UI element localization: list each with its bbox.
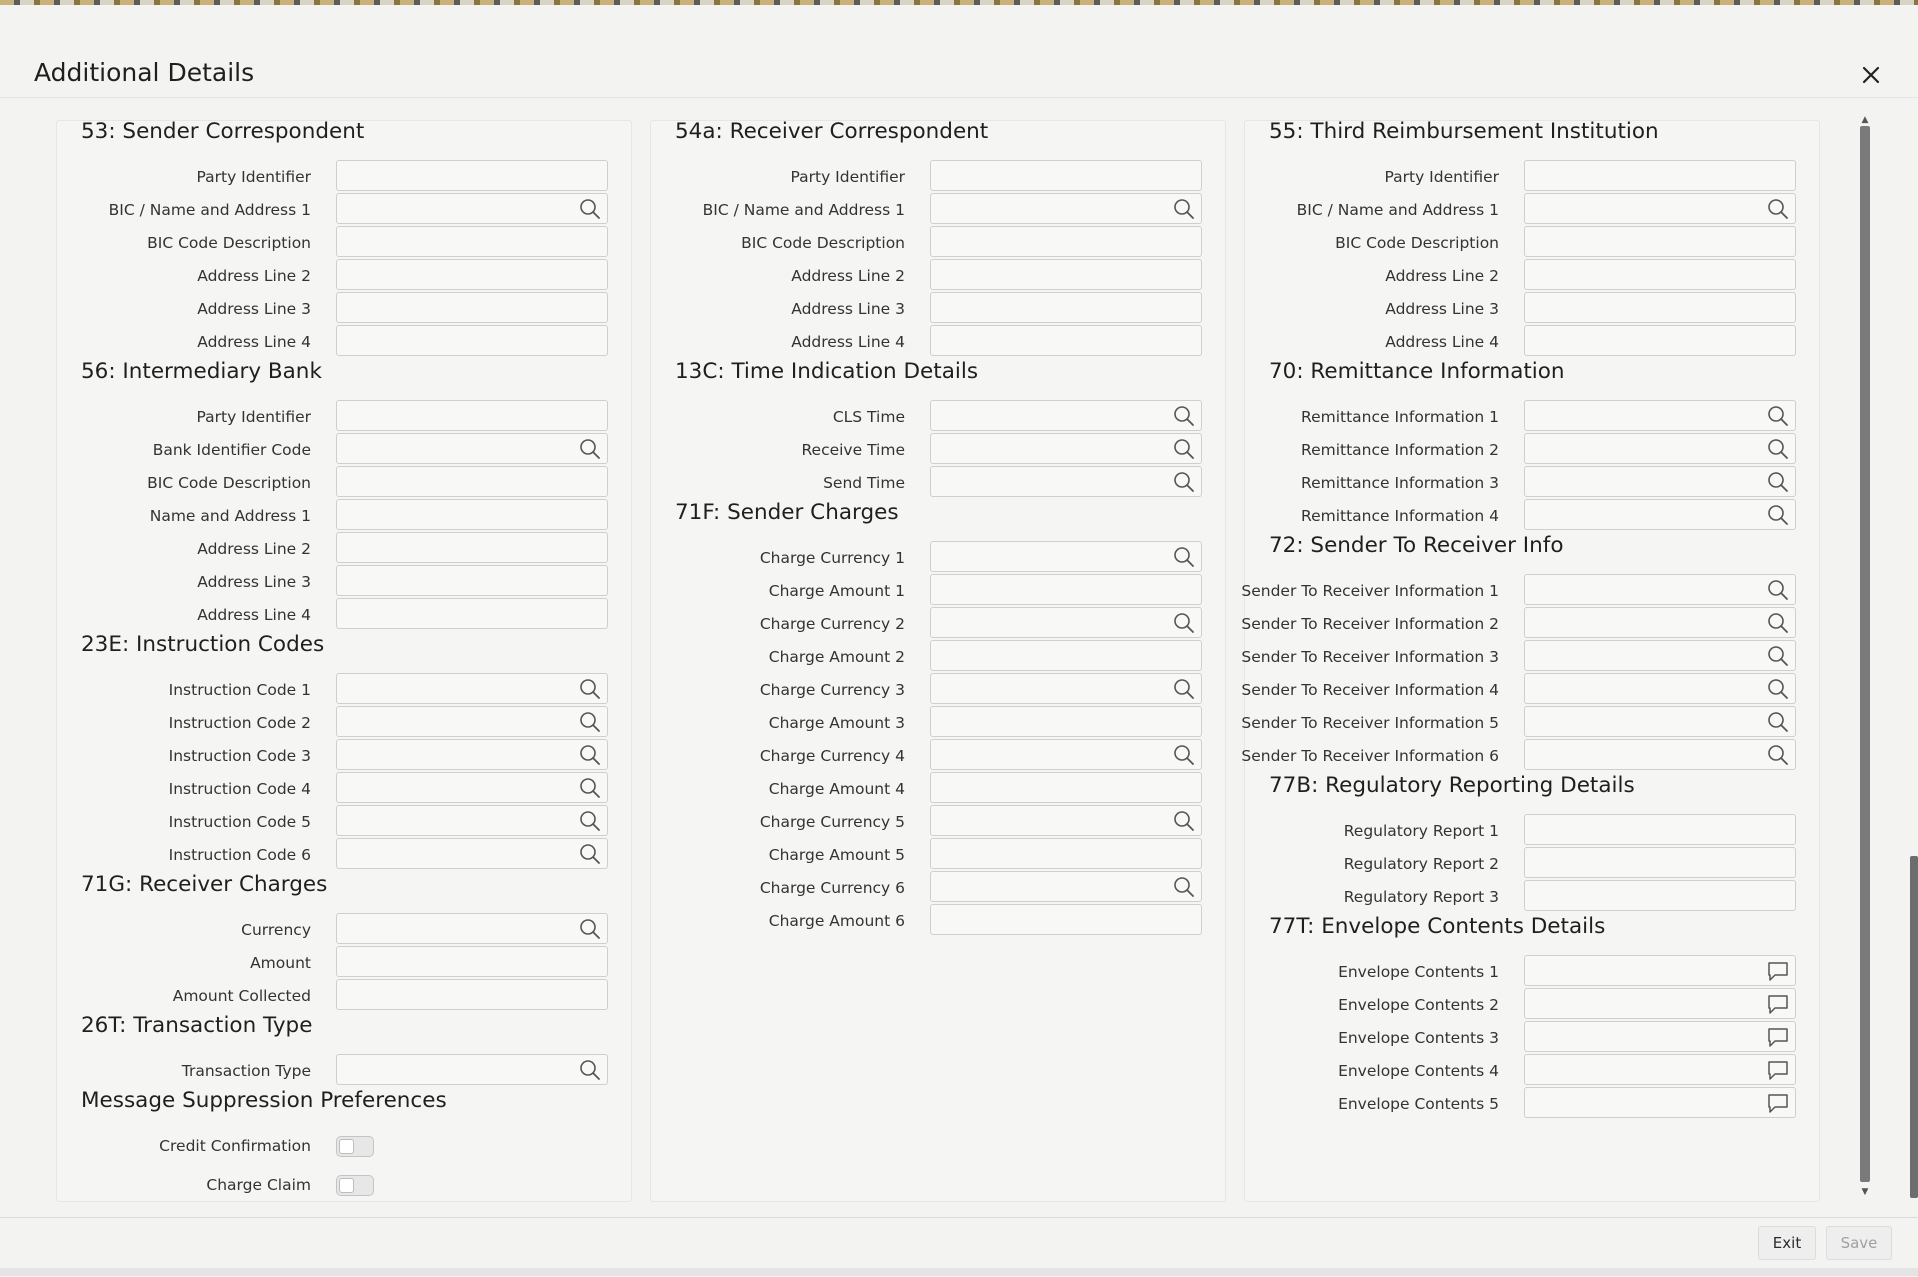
field-row-party-identifier <box>57 160 631 191</box>
field-row-instruction-code-2 <box>57 706 631 737</box>
field-row-bic-name-and-address-1 <box>651 193 1225 224</box>
field-label: Remittance Information 2 <box>1301 441 1499 459</box>
search-icon[interactable] <box>1173 405 1195 427</box>
close-icon[interactable] <box>1856 60 1886 90</box>
dialog-title: Additional Details <box>34 58 255 87</box>
charge-amount-4-input[interactable] <box>930 772 1202 803</box>
field-row-remittance-information-4 <box>1245 499 1819 530</box>
instruction-code-2-input[interactable] <box>336 706 608 737</box>
panel-scrollbar-thumb[interactable] <box>1860 126 1870 1182</box>
remittance-information-1-input[interactable] <box>1524 400 1796 431</box>
party-identifier-input[interactable] <box>336 160 608 191</box>
field-row-charge-currency-5 <box>651 805 1225 836</box>
receive-time-input[interactable] <box>930 433 1202 464</box>
field-label: Transaction Type <box>181 1062 311 1080</box>
field-row-bic-code-description <box>1245 226 1819 257</box>
field-row-address-line-3 <box>57 565 631 596</box>
field-label: Envelope Contents 1 <box>1338 963 1499 981</box>
regulatory-report-3-input[interactable] <box>1524 880 1796 911</box>
field-label: Amount <box>250 954 311 972</box>
toggle-knob <box>339 1178 354 1193</box>
field-label: Charge Currency 2 <box>759 615 905 633</box>
section-title-71g-receiver-charges: 71G: Receiver Charges <box>81 872 328 897</box>
field-label: Remittance Information 3 <box>1301 474 1499 492</box>
party-identifier-input[interactable] <box>930 160 1202 191</box>
address-line-4-input[interactable] <box>1524 325 1796 356</box>
address-line-4-input[interactable] <box>930 325 1202 356</box>
search-icon[interactable] <box>579 711 601 733</box>
field-row-address-line-2 <box>57 532 631 563</box>
field-label: Party Identifier <box>1384 168 1499 186</box>
field-row-charge-amount-2 <box>651 640 1225 671</box>
field-row-address-line-2 <box>1245 259 1819 290</box>
charge-currency-4-input[interactable] <box>930 739 1202 770</box>
cls-time-input[interactable] <box>930 400 1202 431</box>
field-row-receive-time <box>651 433 1225 464</box>
section-title-13c-time-indication-details: 13C: Time Indication Details <box>675 359 979 384</box>
field-label: BIC / Name and Address 1 <box>702 201 905 219</box>
search-icon[interactable] <box>1767 744 1789 766</box>
field-row-charge-currency-4 <box>651 739 1225 770</box>
field-row-sender-to-receiver-information-4 <box>1241 673 1819 704</box>
search-icon[interactable] <box>1767 198 1789 220</box>
field-row-bic-name-and-address-1 <box>1245 193 1819 224</box>
regulatory-report-1-input[interactable] <box>1524 814 1796 845</box>
search-icon[interactable] <box>579 777 601 799</box>
search-icon[interactable] <box>579 678 601 700</box>
field-row-sender-to-receiver-information-6 <box>1241 739 1819 770</box>
field-label: Receive Time <box>801 441 905 459</box>
section-title-26t-transaction-type: 26T: Transaction Type <box>81 1013 313 1038</box>
field-row-charge-currency-3 <box>651 673 1225 704</box>
section-title-23e-instruction-codes: 23E: Instruction Codes <box>81 632 325 657</box>
field-label: Credit Confirmation <box>159 1137 311 1155</box>
name-and-address-1-input[interactable] <box>336 499 608 530</box>
search-icon[interactable] <box>1767 678 1789 700</box>
field-row-remittance-information-3 <box>1245 466 1819 497</box>
search-icon[interactable] <box>1173 198 1195 220</box>
field-label: BIC / Name and Address 1 <box>108 201 311 219</box>
search-icon[interactable] <box>579 810 601 832</box>
field-row-bic-code-description <box>57 466 631 497</box>
comment-icon[interactable] <box>1767 960 1789 982</box>
comment-icon[interactable] <box>1767 1092 1789 1114</box>
charge-claim-toggle[interactable] <box>336 1175 374 1196</box>
party-identifier-input[interactable] <box>1524 160 1796 191</box>
sender-to-receiver-information-2-input[interactable] <box>1524 607 1796 638</box>
envelope-contents-2-input[interactable] <box>1524 988 1796 1019</box>
address-line-2-input[interactable] <box>930 259 1202 290</box>
field-label: Envelope Contents 5 <box>1338 1095 1499 1113</box>
bottom-strip <box>0 1268 1918 1276</box>
search-icon[interactable] <box>1767 579 1789 601</box>
field-row-envelope-contents-4 <box>1245 1054 1819 1085</box>
envelope-contents-3-input[interactable] <box>1524 1021 1796 1052</box>
search-icon[interactable] <box>1767 438 1789 460</box>
field-label: Charge Currency 4 <box>759 747 905 765</box>
instruction-code-1-input[interactable] <box>336 673 608 704</box>
search-icon[interactable] <box>1173 546 1195 568</box>
field-row-regulatory-report-2 <box>1245 847 1819 878</box>
instruction-code-3-input[interactable] <box>336 739 608 770</box>
field-label: Charge Currency 6 <box>759 879 905 897</box>
search-icon[interactable] <box>1767 711 1789 733</box>
sender-to-receiver-information-6-input[interactable] <box>1524 739 1796 770</box>
field-label: Sender To Receiver Information 3 <box>1241 648 1499 666</box>
envelope-contents-1-input[interactable] <box>1524 955 1796 986</box>
field-label: Envelope Contents 2 <box>1338 996 1499 1014</box>
search-icon[interactable] <box>1173 438 1195 460</box>
field-label: Charge Currency 1 <box>759 549 905 567</box>
field-row-charge-claim <box>57 1168 631 1199</box>
field-label: Remittance Information 1 <box>1301 408 1499 426</box>
search-icon[interactable] <box>1173 810 1195 832</box>
charge-amount-2-input[interactable] <box>930 640 1202 671</box>
section-title-54a-receiver-correspondent: 54a: Receiver Correspondent <box>675 119 989 144</box>
search-icon[interactable] <box>1767 471 1789 493</box>
field-row-bic-code-description <box>651 226 1225 257</box>
address-line-2-input[interactable] <box>336 259 608 290</box>
field-label: Charge Claim <box>206 1176 311 1194</box>
field-row-sender-to-receiver-information-2 <box>1241 607 1819 638</box>
field-row-address-line-4 <box>57 598 631 629</box>
scroll-down-arrow-icon[interactable]: ▼ <box>1861 1187 1869 1197</box>
field-row-instruction-code-3 <box>57 739 631 770</box>
field-label: Address Line 3 <box>1385 300 1499 318</box>
field-row-party-identifier <box>651 160 1225 191</box>
field-row-charge-amount-1 <box>651 574 1225 605</box>
charge-amount-5-input[interactable] <box>930 838 1202 869</box>
field-row-bic-code-description <box>57 226 631 257</box>
search-icon[interactable] <box>1173 876 1195 898</box>
field-row-envelope-contents-1 <box>1245 955 1819 986</box>
remittance-information-3-input[interactable] <box>1524 466 1796 497</box>
address-line-3-input[interactable] <box>1524 292 1796 323</box>
instruction-code-4-input[interactable] <box>336 772 608 803</box>
field-label: Charge Amount 6 <box>768 912 905 930</box>
field-label: Send Time <box>823 474 905 492</box>
bic-name-and-address-1-input[interactable] <box>930 193 1202 224</box>
transaction-type-input[interactable] <box>336 1054 608 1085</box>
amount-input[interactable] <box>336 946 608 977</box>
bic-code-description-input[interactable] <box>1524 226 1796 257</box>
section-title-77b-regulatory-reporting-details: 77B: Regulatory Reporting Details <box>1269 773 1635 798</box>
field-label: Instruction Code 1 <box>168 681 311 699</box>
currency-input[interactable] <box>336 913 608 944</box>
charge-currency-3-input[interactable] <box>930 673 1202 704</box>
scroll-up-arrow-icon[interactable]: ▲ <box>1861 115 1869 125</box>
field-label: BIC Code Description <box>1335 234 1499 252</box>
charge-currency-5-input[interactable] <box>930 805 1202 836</box>
field-label: Envelope Contents 4 <box>1338 1062 1499 1080</box>
field-row-address-line-2 <box>57 259 631 290</box>
field-label: Address Line 4 <box>1385 333 1499 351</box>
field-label: BIC Code Description <box>147 474 311 492</box>
field-row-bank-identifier-code <box>57 433 631 464</box>
field-label: Charge Amount 2 <box>768 648 905 666</box>
field-label: BIC Code Description <box>147 234 311 252</box>
search-icon[interactable] <box>1767 612 1789 634</box>
field-label: Charge Amount 1 <box>768 582 905 600</box>
search-icon[interactable] <box>579 1059 601 1081</box>
column-panel-2 <box>650 120 1226 1202</box>
field-row-remittance-information-1 <box>1245 400 1819 431</box>
field-row-address-line-3 <box>651 292 1225 323</box>
field-row-instruction-code-6 <box>57 838 631 869</box>
field-label: Address Line 2 <box>791 267 905 285</box>
bic-code-description-input[interactable] <box>336 466 608 497</box>
charge-currency-6-input[interactable] <box>930 871 1202 902</box>
regulatory-report-2-input[interactable] <box>1524 847 1796 878</box>
field-label: BIC / Name and Address 1 <box>1296 201 1499 219</box>
field-label: Instruction Code 5 <box>168 813 311 831</box>
address-line-3-input[interactable] <box>336 565 608 596</box>
section-title-70-remittance-information: 70: Remittance Information <box>1269 359 1565 384</box>
field-label: Charge Amount 3 <box>768 714 905 732</box>
sender-to-receiver-information-4-input[interactable] <box>1524 673 1796 704</box>
page-scrollbar-thumb[interactable] <box>1910 856 1918 1198</box>
field-row-send-time <box>651 466 1225 497</box>
field-label: Sender To Receiver Information 4 <box>1241 681 1499 699</box>
toggle-knob <box>339 1139 354 1154</box>
field-row-instruction-code-5 <box>57 805 631 836</box>
field-label: Regulatory Report 2 <box>1343 855 1499 873</box>
field-row-charge-amount-3 <box>651 706 1225 737</box>
field-label: Currency <box>241 921 311 939</box>
field-label: Charge Currency 3 <box>759 681 905 699</box>
charge-amount-1-input[interactable] <box>930 574 1202 605</box>
section-title-72-sender-to-receiver-info: 72: Sender To Receiver Info <box>1269 533 1564 558</box>
amount-collected-input[interactable] <box>336 979 608 1010</box>
field-row-currency <box>57 913 631 944</box>
field-row-instruction-code-1 <box>57 673 631 704</box>
field-row-envelope-contents-5 <box>1245 1087 1819 1118</box>
field-row-bic-name-and-address-1 <box>57 193 631 224</box>
field-label: Amount Collected <box>172 987 311 1005</box>
field-label: Address Line 3 <box>197 573 311 591</box>
field-row-cls-time <box>651 400 1225 431</box>
section-title-56-intermediary-bank: 56: Intermediary Bank <box>81 359 322 384</box>
field-row-sender-to-receiver-information-3 <box>1241 640 1819 671</box>
comment-icon[interactable] <box>1767 993 1789 1015</box>
field-label: Address Line 3 <box>197 300 311 318</box>
comment-icon[interactable] <box>1767 1026 1789 1048</box>
field-row-remittance-information-2 <box>1245 433 1819 464</box>
field-label: Address Line 4 <box>197 333 311 351</box>
sender-to-receiver-information-1-input[interactable] <box>1524 574 1796 605</box>
address-line-4-input[interactable] <box>336 598 608 629</box>
bic-code-description-input[interactable] <box>930 226 1202 257</box>
instruction-code-5-input[interactable] <box>336 805 608 836</box>
field-row-instruction-code-4 <box>57 772 631 803</box>
field-label: Instruction Code 3 <box>168 747 311 765</box>
dialog-header <box>0 5 1918 98</box>
address-line-4-input[interactable] <box>336 325 608 356</box>
search-icon[interactable] <box>1173 744 1195 766</box>
sender-to-receiver-information-3-input[interactable] <box>1524 640 1796 671</box>
field-label: Charge Amount 4 <box>768 780 905 798</box>
field-row-party-identifier <box>57 400 631 431</box>
section-title-71f-sender-charges: 71F: Sender Charges <box>675 500 899 525</box>
address-line-3-input[interactable] <box>336 292 608 323</box>
search-icon[interactable] <box>1173 471 1195 493</box>
field-row-address-line-4 <box>1245 325 1819 356</box>
field-label: Charge Amount 5 <box>768 846 905 864</box>
field-row-charge-currency-2 <box>651 607 1225 638</box>
field-label: Regulatory Report 3 <box>1343 888 1499 906</box>
address-line-3-input[interactable] <box>930 292 1202 323</box>
search-icon[interactable] <box>1767 504 1789 526</box>
field-label: Name and Address 1 <box>149 507 311 525</box>
charge-currency-1-input[interactable] <box>930 541 1202 572</box>
field-row-envelope-contents-3 <box>1245 1021 1819 1052</box>
field-label: Sender To Receiver Information 1 <box>1241 582 1499 600</box>
search-icon[interactable] <box>1173 612 1195 634</box>
field-row-credit-confirmation <box>57 1129 631 1160</box>
field-row-regulatory-report-3 <box>1245 880 1819 911</box>
field-row-address-line-4 <box>651 325 1225 356</box>
bic-name-and-address-1-input[interactable] <box>336 193 608 224</box>
section-title-53-sender-correspondent: 53: Sender Correspondent <box>81 119 365 144</box>
field-row-party-identifier <box>1245 160 1819 191</box>
field-label: Sender To Receiver Information 6 <box>1241 747 1499 765</box>
address-line-2-input[interactable] <box>1524 259 1796 290</box>
field-label: Regulatory Report 1 <box>1343 822 1499 840</box>
section-title-55-third-reimbursement-institution: 55: Third Reimbursement Institution <box>1269 119 1659 144</box>
bank-identifier-code-input[interactable] <box>336 433 608 464</box>
send-time-input[interactable] <box>930 466 1202 497</box>
field-row-envelope-contents-2 <box>1245 988 1819 1019</box>
field-label: Address Line 4 <box>197 606 311 624</box>
search-icon[interactable] <box>1767 645 1789 667</box>
field-label: Remittance Information 4 <box>1301 507 1499 525</box>
field-label: BIC Code Description <box>741 234 905 252</box>
field-label: Address Line 2 <box>1385 267 1499 285</box>
field-row-amount <box>57 946 631 977</box>
sender-to-receiver-information-5-input[interactable] <box>1524 706 1796 737</box>
field-row-address-line-4 <box>57 325 631 356</box>
field-label: Instruction Code 4 <box>168 780 311 798</box>
field-label: Bank Identifier Code <box>152 441 311 459</box>
search-icon[interactable] <box>579 198 601 220</box>
field-row-transaction-type <box>57 1054 631 1085</box>
field-row-address-line-2 <box>651 259 1225 290</box>
envelope-contents-4-input[interactable] <box>1524 1054 1796 1085</box>
field-label: Party Identifier <box>196 168 311 186</box>
column-panel-1 <box>56 120 632 1202</box>
field-row-regulatory-report-1 <box>1245 814 1819 845</box>
field-label: Envelope Contents 3 <box>1338 1029 1499 1047</box>
field-row-charge-currency-6 <box>651 871 1225 902</box>
field-row-address-line-3 <box>1245 292 1819 323</box>
field-label: Sender To Receiver Information 5 <box>1241 714 1499 732</box>
search-icon[interactable] <box>579 918 601 940</box>
bic-code-description-input[interactable] <box>336 226 608 257</box>
field-label: Party Identifier <box>790 168 905 186</box>
field-label: Address Line 2 <box>197 540 311 558</box>
field-label: Instruction Code 6 <box>168 846 311 864</box>
field-row-charge-amount-5 <box>651 838 1225 869</box>
remittance-information-2-input[interactable] <box>1524 433 1796 464</box>
field-label: Address Line 2 <box>197 267 311 285</box>
field-label: Charge Currency 5 <box>759 813 905 831</box>
credit-confirmation-toggle[interactable] <box>336 1136 374 1157</box>
field-label: Instruction Code 2 <box>168 714 311 732</box>
search-icon[interactable] <box>1767 405 1789 427</box>
bic-name-and-address-1-input[interactable] <box>1524 193 1796 224</box>
field-label: CLS Time <box>832 408 905 426</box>
instruction-code-6-input[interactable] <box>336 838 608 869</box>
field-row-charge-amount-4 <box>651 772 1225 803</box>
field-row-charge-amount-6 <box>651 904 1225 935</box>
column-panel-3 <box>1241 119 1820 1202</box>
party-identifier-input[interactable] <box>336 400 608 431</box>
field-row-amount-collected <box>57 979 631 1010</box>
field-row-name-and-address-1 <box>57 499 631 530</box>
save-button[interactable]: Save <box>1826 1226 1892 1260</box>
charge-amount-3-input[interactable] <box>930 706 1202 737</box>
field-label: Party Identifier <box>196 408 311 426</box>
search-icon[interactable] <box>1173 678 1195 700</box>
search-icon[interactable] <box>579 744 601 766</box>
field-label: Address Line 3 <box>791 300 905 318</box>
comment-icon[interactable] <box>1767 1059 1789 1081</box>
remittance-information-4-input[interactable] <box>1524 499 1796 530</box>
field-label: Address Line 4 <box>791 333 905 351</box>
field-row-sender-to-receiver-information-1 <box>1241 574 1819 605</box>
field-row-address-line-3 <box>57 292 631 323</box>
section-title-message-suppression-preferences: Message Suppression Preferences <box>81 1088 447 1113</box>
charge-currency-2-input[interactable] <box>930 607 1202 638</box>
charge-amount-6-input[interactable] <box>930 904 1202 935</box>
address-line-2-input[interactable] <box>336 532 608 563</box>
field-row-sender-to-receiver-information-5 <box>1241 706 1819 737</box>
search-icon[interactable] <box>579 438 601 460</box>
field-label: Sender To Receiver Information 2 <box>1241 615 1499 633</box>
field-row-charge-currency-1 <box>651 541 1225 572</box>
search-icon[interactable] <box>579 843 601 865</box>
section-title-77t-envelope-contents-details: 77T: Envelope Contents Details <box>1269 914 1606 939</box>
exit-button[interactable]: Exit <box>1758 1226 1816 1260</box>
envelope-contents-5-input[interactable] <box>1524 1087 1796 1118</box>
